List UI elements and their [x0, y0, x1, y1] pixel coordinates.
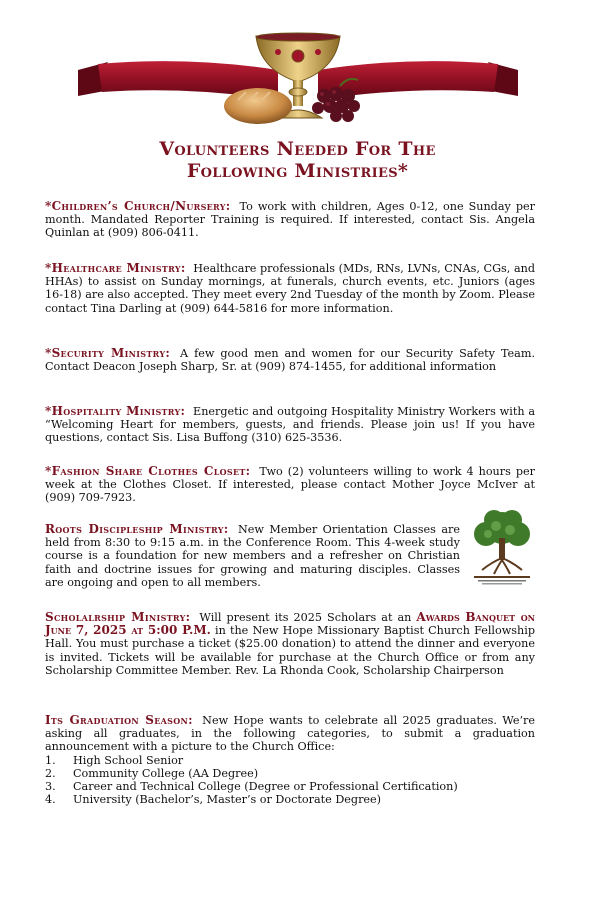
section-heading: *Healthcare Ministry: — [45, 261, 186, 275]
list-number: 3. — [45, 780, 56, 794]
section-childrens-church — [45, 200, 535, 240]
section-heading: *Hospitality Ministry: — [45, 404, 186, 418]
section-text: Healthcare professionals (MDs, RNs, LVNs, CNAs, CGs, and HHAs) to assist on Sunday mornings, at funerals, church events, etc. Juniors (ages 16-18) are also accepted. They meet every 2nd Tuesday of the month by Zoom. Please contact Tina Darling at (909) 644-5816 for more information. — [45, 262, 535, 315]
section-text: in the New Hope Missionary Baptist Church Fellowship Hall. You must purchase a ticket ($25.00 donation) to attend the dinner and everyone is invited. Tickets will be available for purchase at the Church Office or from any Scholarship Committee Member. Rev. La Rhonda Cook, Scholarship Chairperson — [45, 624, 535, 677]
section-heading: Its Graduation Season: — [45, 713, 193, 727]
section-healthcare-ministry — [45, 262, 535, 315]
section-scholarship-ministry — [45, 611, 535, 677]
section-fashion-share-clothes-closet — [45, 465, 535, 505]
list-item — [45, 793, 535, 806]
section-text: Energetic and outgoing Hospitality Ministry Workers with a “Welcoming Heart for members, guests, and friends. Please join us! If you have questions, contact Sis. Lisa Buffong (310) 625-3536. — [45, 405, 535, 445]
section-heading: *Children’s Church/Nursery: — [45, 199, 231, 213]
section-text: A few good men and women for our Security Safety Team. Contact Deacon Joseph Sharp, Sr. at (909) 874-1455, for additional information — [45, 347, 536, 374]
section-text: New Hope wants to celebrate all 2025 graduates. We’re asking all graduates, in the following categories, to submit a graduation announcement with a picture to the Church Office: — [45, 714, 535, 754]
page-title — [0, 138, 595, 182]
section-security-ministry — [45, 347, 535, 373]
section-heading: *Security Ministry: — [45, 346, 171, 360]
section-graduation-season — [45, 714, 535, 806]
section-text: New Member Orientation Classes are held from 8:30 to 9:15 a.m. in the Conference Room. This 4-week study course is a foundation for new members and a refresher on Christian faith and doctrine issues for growing and maturing disciples. Classes are ongoing and open to all members. — [45, 523, 461, 589]
list-number: 2. — [45, 766, 56, 780]
section-text: Two (2) volunteers willing to work 4 hours per week at the Clothes Closet. If interested, please contact Mother Joyce McIver at (909) 709-7923. — [45, 465, 535, 505]
title-line-2: Following Ministries* — [186, 160, 409, 182]
section-heading: Scholalrship Ministry: — [45, 610, 191, 624]
chalice-bread-grapes-banner-icon — [78, 30, 518, 130]
list-label: High School Senior — [73, 753, 184, 767]
title-line-1: Volunteers Needed For The — [159, 138, 436, 160]
graduation-category-list — [45, 754, 535, 807]
section-text: To work with children, Ages 0-12, one Sunday per month. Mandated Reporter Training is required. If interested, contact Sis. Angela Quinlan at (909) 806-0411. — [45, 200, 535, 240]
list-item — [45, 780, 535, 793]
list-item — [45, 754, 535, 767]
list-number: 4. — [45, 793, 56, 807]
list-label: Career and Technical College (Degree or Professional Certification) — [73, 780, 458, 794]
section-roots-discipleship-ministry — [45, 523, 460, 589]
list-label: University (Bachelor’s, Master’s or Doctorate Degree) — [73, 793, 382, 807]
section-text: Will present its 2025 Scholars at an — [199, 611, 412, 624]
list-number: 1. — [45, 753, 56, 767]
list-item — [45, 767, 535, 780]
section-heading: *Fashion Share Clothes Closet: — [45, 464, 251, 478]
tree-icon — [466, 508, 538, 588]
list-label: Community College (AA Degree) — [73, 766, 259, 780]
section-heading: Roots Discipleship Ministry: — [45, 522, 229, 536]
section-hospitality-ministry — [45, 405, 535, 445]
awards-banquet-highlight: Awards Banquet on June 7, 2025 at 5:00 P.M. — [45, 610, 535, 638]
